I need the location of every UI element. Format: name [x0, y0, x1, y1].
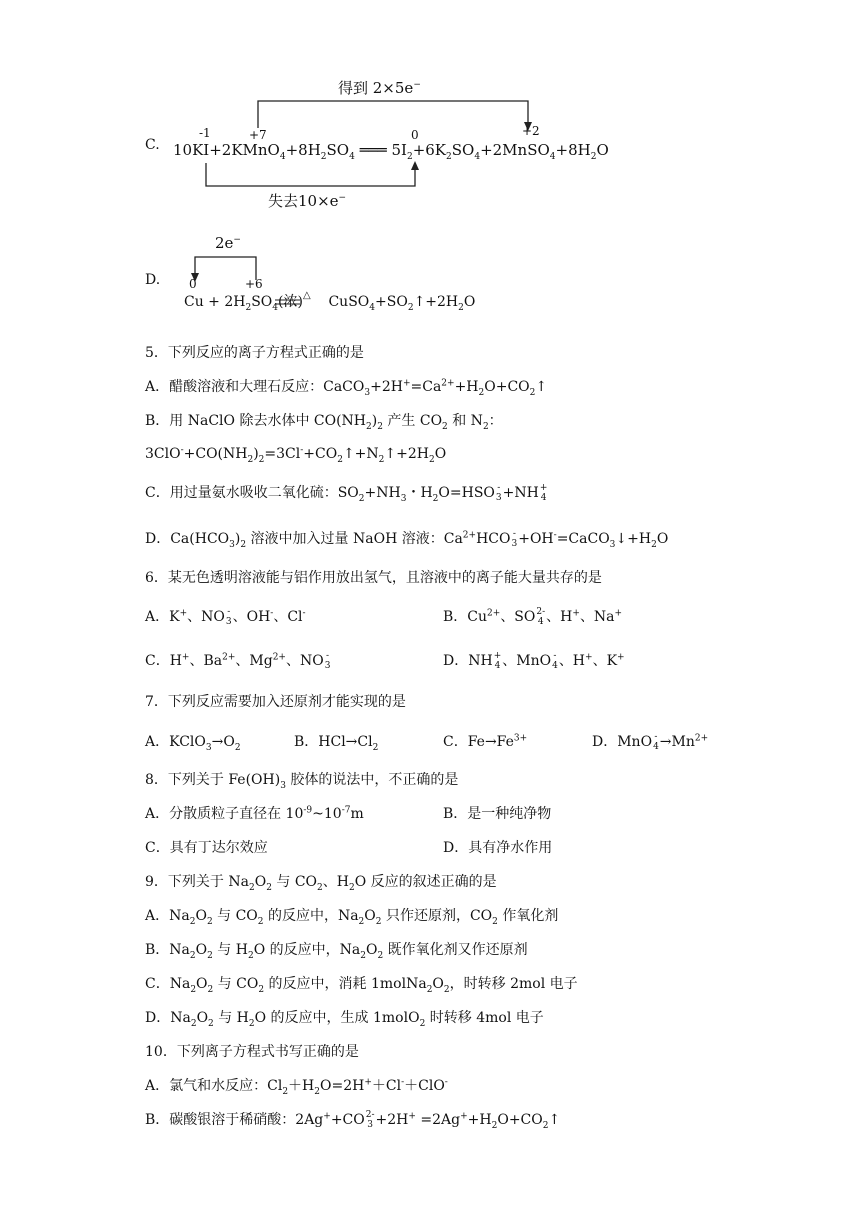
q8-option-c: C．具有丁达尔效应: [145, 840, 268, 856]
ox-state-s-plus6: +6: [245, 277, 263, 291]
q5-stem: 5．下列反应的离子方程式正确的是: [145, 345, 364, 361]
q6-stem: 6．某无色透明溶液能与铝作用放出氢气，且溶液中的离子能大量共存的是: [145, 570, 602, 586]
q10-option-a: A．氯气和水反应：$Cl_2+H_2O=2H^++Cl^-+ClO^-$: [145, 1077, 448, 1097]
q9-option-c: C．$Na_2O_2$ 与 $CO_2$ 的反应中，消耗 $1molNa_2O_2$，时转移 2mol 电子: [145, 976, 578, 995]
option-c-label: C.: [145, 137, 160, 153]
q8-option-b: B．是一种纯净物: [443, 806, 552, 822]
q10-option-b: B．碳酸银溶于稀硝酸：2Ag++CO 2- 3 $+2H^+ =2Ag^++H_2O+CO_2↑$: [145, 1110, 561, 1131]
q5-option-c: C．用过量氨水吸收二氧化硫：$SO_2+NH_3$・$H_2O=HSO$ - 3 +NH + 4: [145, 483, 548, 504]
q7-stem: 7．下列反应需要加入还原剂才能实现的是: [145, 694, 406, 710]
q10-stem: 10．下列离子方程式书写正确的是: [145, 1044, 359, 1060]
q6-option-c: C．H+、$Ba^{2+}$、$Mg^{2+}$、NO - 3: [145, 651, 331, 671]
electron-lose-label: 失去10×e−: [268, 192, 347, 210]
redox-equation-c: $10KI+2KMnO_4+8H_2SO_4$ ═══ $5I_2+6K_2SO_4+2MnSO_4+8H_2O$: [173, 141, 609, 162]
q9-option-a: A．$Na_2O_2$ 与 $CO_2$ 的反应中，$Na_2O_2$ 只作还原剂，$CO_2$ 作氧化剂: [145, 908, 559, 927]
q6-option-b: B．$Cu^{2+}$、SO 2- 4 、H+、Na+: [443, 607, 623, 627]
q6-option-d: D．NH + 4 、MnO - 4 、H+、K+: [443, 651, 625, 671]
ox-state-mn-plus2: +2: [522, 124, 540, 138]
q7-option-d: D．MnO - 4 $\to Mn^{2+}$: [592, 732, 709, 752]
ox-state-cu-zero: 0: [189, 277, 197, 291]
ox-state-mn-plus7: +7: [249, 128, 267, 142]
q5-option-b-line1: B．用 NaClO 除去水体中 $CO(NH_2)_2$ 产生 $CO_2$ 和 $N_2$：: [145, 413, 503, 432]
electron-transfer-label: 2e−: [215, 234, 241, 252]
ox-state-i-minus1: -1: [199, 126, 211, 140]
q5-option-a: A．醋酸溶液和大理石反应：$CaCO_3+2H^+=Ca^{2+}+H_2O+CO_2↑$: [145, 378, 548, 398]
q9-stem: 9．下列关于 $Na_2O_2$ 与 $CO_2$、$H_2O$ 反应的叙述正确的是: [145, 874, 497, 893]
q9-option-d: D．$Na_2O_2$ 与 $H_2O$ 的反应中，生成 1molO$_2$ 时转移 4mol 电子: [145, 1010, 544, 1029]
q8-option-a: A．分散质粒子直径在 $10^{-9}\sim 10^{-7}m$: [145, 805, 364, 822]
q6-option-a: A．K+、NO - 3 、OH-、Cl-: [145, 607, 306, 627]
q8-stem: 8．下列关于 $Fe(OH)_3$ 胶体的说法中，不正确的是: [145, 772, 459, 791]
q5-option-b-line2: $3ClO^-+CO(NH_2)_2=3Cl^-+CO_2↑+N_2↑+2H_2O$: [145, 445, 447, 465]
q9-option-b: B．$Na_2O_2$ 与 $H_2O$ 的反应中，$Na_2O_2$ 既作氧化剂又作还原剂: [145, 942, 528, 961]
q7-option-b: B．$HCl\to Cl_2$: [294, 734, 379, 753]
q5-option-d: D．$Ca(HCO_3)_2$ 溶液中加入过量 NaOH 溶液：$Ca^{2+}HCO$ - 3 $+OH^-=CaCO_3↓+H_2O$: [145, 529, 669, 550]
option-d-label: D.: [145, 272, 161, 288]
q8-option-d: D．具有净水作用: [443, 840, 553, 856]
q7-option-c: C．$Fe\to Fe^{3+}$: [443, 733, 528, 750]
q7-option-a: A．$KClO_3\to O_2$: [145, 734, 241, 753]
redox-equation-d: $Cu + 2H_2SO_4$(浓)△ $CuSO_4+SO_2↑+2H_2O$: [184, 290, 476, 313]
electron-gain-label: 得到 2×5e−: [338, 79, 421, 97]
ox-state-i-zero: 0: [411, 128, 419, 142]
